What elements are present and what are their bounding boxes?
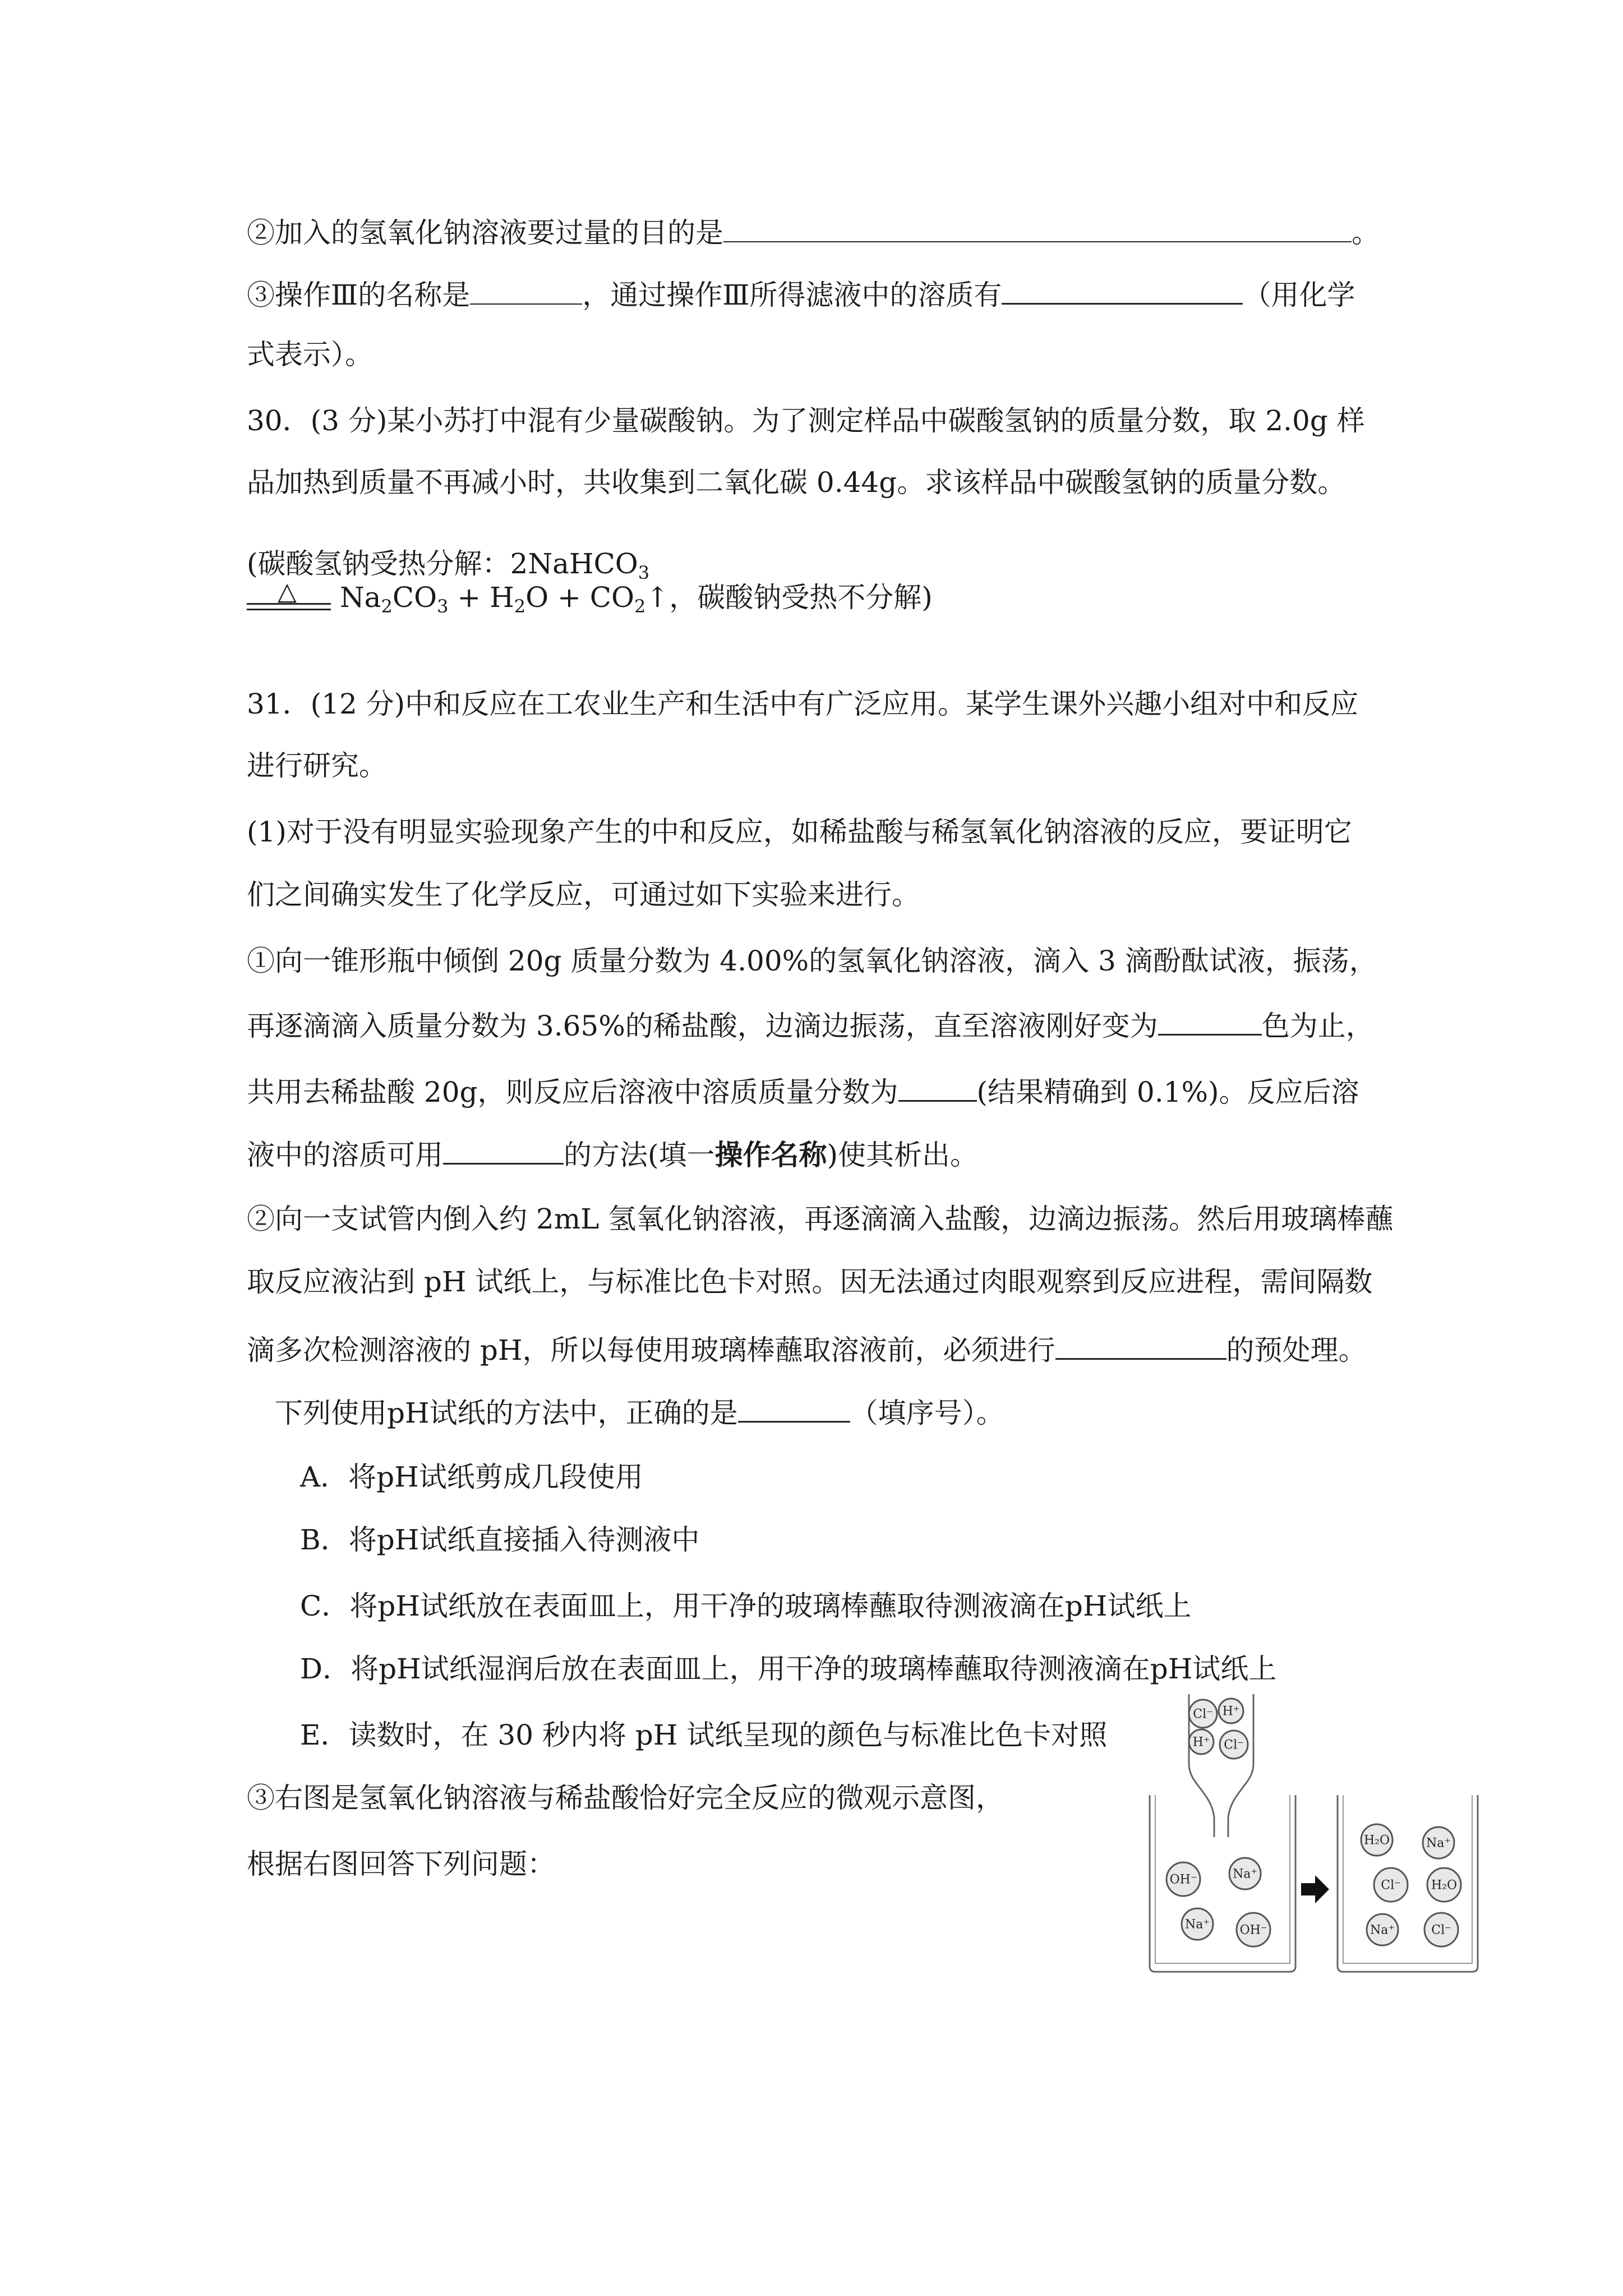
q31-step1-line1 (247, 944, 1377, 978)
q30-equation (247, 547, 933, 616)
line-q29-2 (247, 214, 1380, 250)
text: 品加热到质量不再减小时，共收集到二氧化碳 0.44g。求该样品中碳酸氢钠的质量分数。 (247, 466, 1346, 499)
ion-label: Cl⁻ (1224, 1738, 1244, 1752)
text: ②向一支试管内倒入约 2mL 氢氧化钠溶液，再逐滴滴入盐酸，边滴边振荡。然后用玻璃棒蘸 (247, 1203, 1394, 1235)
q31-step1-line2 (247, 1007, 1374, 1043)
ion-particle (1374, 1868, 1408, 1902)
text: 。 (1352, 217, 1380, 249)
ion-particle (1424, 1913, 1458, 1947)
q31-part1-line2 (247, 878, 920, 912)
heating-condition-icon (247, 577, 331, 616)
option-e (300, 1718, 1107, 1752)
text: 式表示）。 (247, 338, 373, 371)
text: 进行研究。 (247, 749, 387, 782)
answer-blank[interactable] (723, 214, 1352, 242)
ion-label: Cl⁻ (1381, 1878, 1401, 1893)
text: 的方法(填一 (564, 1139, 715, 1171)
answer-blank[interactable] (1002, 276, 1243, 305)
text: ③操作Ⅲ的名称是 (247, 279, 471, 311)
text: 们之间确实发生了化学反应，可通过如下实验来进行。 (247, 878, 920, 911)
text: + H (448, 581, 514, 614)
text: (碳酸氢钠受热分解：2NaHCO (247, 547, 638, 580)
ion-label: H₂O (1363, 1833, 1390, 1848)
text: 取反应液沾到 pH 试纸上，与标准比色卡对照。因无法通过肉眼观察到反应进程，需间隔数 (247, 1266, 1373, 1298)
text: C．将pH试纸放在表面皿上，用干净的玻璃棒蘸取待测液滴在pH试纸上 (300, 1590, 1192, 1622)
subscript: 2 (634, 596, 646, 617)
left-beaker (1150, 1795, 1295, 1972)
text: 再逐滴滴入质量分数为 3.65%的稀盐酸，边滴边振荡，直至溶液刚好变为 (247, 1010, 1158, 1042)
ion-label: OH⁻ (1169, 1872, 1197, 1887)
text: ↑，碳酸钠受热不分解) (645, 581, 933, 614)
neutralization-diagram (1144, 1688, 1481, 1991)
ion-label: Na⁺ (1185, 1917, 1210, 1932)
ion-particle (1237, 1913, 1270, 1947)
text: A．将pH试纸剪成几段使用 (300, 1461, 643, 1493)
ion-label: H⁺ (1222, 1704, 1240, 1719)
ion-particle (1361, 1824, 1393, 1856)
option-d (300, 1652, 1276, 1686)
text: O + CO (525, 581, 634, 614)
subscript: 2 (381, 596, 393, 617)
heat-triangle-icon: △ (278, 577, 297, 606)
q31-step3-line1 (247, 1781, 1004, 1815)
text: CO (392, 581, 437, 614)
q31-line1 (247, 687, 1358, 721)
ion-label: Cl⁻ (1193, 1707, 1213, 1722)
ion-particle (1220, 1731, 1248, 1759)
answer-blank[interactable] (1158, 1007, 1262, 1036)
text: 根据右图回答下列问题： (247, 1848, 555, 1880)
ion-label: H⁺ (1192, 1735, 1210, 1750)
q31-step1-line3 (247, 1073, 1359, 1109)
answer-blank[interactable] (898, 1073, 977, 1102)
q31-part1-line1 (247, 815, 1352, 849)
q30-line1 (247, 404, 1365, 438)
text: ②加入的氢氧化钠溶液要过量的目的是 (247, 217, 723, 249)
text: )使其析出。 (827, 1139, 979, 1171)
q31-step2-line3 (247, 1331, 1367, 1367)
text: （填序号）。 (850, 1397, 1004, 1429)
text: ③右图是氢氧化钠溶液与稀盐酸恰好完全反应的微观示意图， (247, 1782, 1004, 1814)
subscript: 2 (514, 596, 526, 617)
ion-particle (1219, 1699, 1243, 1723)
text: Na (331, 581, 381, 614)
equal-line-top (247, 603, 331, 605)
text: 滴多次检测溶液的 pH，所以每使用玻璃棒蘸取溶液前，必须进行 (247, 1334, 1055, 1366)
ion-label: Na⁺ (1233, 1867, 1257, 1881)
text: E．读数时，在 30 秒内将 pH 试纸呈现的颜色与标准比色卡对照 (300, 1719, 1108, 1751)
ion-label: Cl⁻ (1431, 1923, 1451, 1938)
q31-step2-line1 (247, 1202, 1393, 1236)
q30-line2 (247, 466, 1345, 499)
ion-label: H₂O (1431, 1878, 1458, 1893)
ion-label: OH⁻ (1239, 1923, 1267, 1938)
subscript: 3 (437, 596, 449, 617)
dropping-funnel (1189, 1694, 1253, 1837)
text: 的预处理。 (1226, 1334, 1367, 1366)
option-b (300, 1523, 699, 1557)
ion-particle (1182, 1908, 1213, 1940)
ion-particle (1427, 1868, 1461, 1902)
ion-particle (1189, 1729, 1214, 1754)
ion-particle (1367, 1914, 1398, 1945)
ion-particle (1423, 1827, 1454, 1858)
text: 31．(12 分)中和反应在工农业生产和生活中有广泛应用。某学生课外兴趣小组对中和反应 (247, 688, 1359, 720)
text: （用化学 (1243, 279, 1355, 311)
text: (1)对于没有明显实验现象产生的中和反应，如稀盐酸与稀氢氧化钠溶液的反应，要证明它 (247, 816, 1352, 848)
ion-particle (1229, 1858, 1261, 1889)
bold-text: 操作名称 (714, 1138, 827, 1171)
option-c (300, 1589, 1191, 1623)
ion-particle (1166, 1862, 1200, 1896)
option-a (300, 1460, 643, 1494)
q31-step1-line4 (247, 1136, 978, 1172)
q31-step2-line2 (247, 1265, 1372, 1299)
answer-blank[interactable] (470, 277, 582, 305)
reaction-arrow-icon (1301, 1875, 1329, 1903)
right-beaker (1338, 1795, 1478, 1972)
ion-label: Na⁺ (1370, 1923, 1395, 1938)
ion-particle (1189, 1700, 1217, 1728)
equal-line-bottom (247, 609, 331, 610)
text: 下列使用pH试纸的方法中，正确的是 (275, 1397, 738, 1429)
answer-blank[interactable] (738, 1394, 850, 1423)
text: B．将pH试纸直接插入待测液中 (300, 1524, 700, 1556)
line-q29-3 (247, 276, 1355, 312)
text: D．将pH试纸湿润后放在表面皿上，用干净的玻璃棒蘸取待测液滴在pH试纸上 (300, 1653, 1277, 1685)
text: ，通过操作Ⅲ所得滤液中的溶质有 (582, 279, 1002, 311)
answer-blank[interactable] (443, 1136, 564, 1165)
text: 30．(3 分)某小苏打中混有少量碳酸钠。为了测定样品中碳酸氢钠的质量分数，取 2.0g 样 (247, 404, 1365, 437)
text: 色为止， (1261, 1010, 1374, 1042)
text: 液中的溶质可用 (247, 1139, 443, 1171)
answer-blank[interactable] (1055, 1331, 1227, 1360)
q31-step3-line2 (247, 1847, 555, 1881)
text: (结果精确到 0.1%)。反应后溶 (976, 1076, 1359, 1108)
ion-label: Na⁺ (1426, 1836, 1451, 1851)
q31-ph-question (275, 1394, 1004, 1430)
text: ①向一锥形瓶中倾倒 20g 质量分数为 4.00%的氢氧化钠溶液，滴入 3 滴酚酞试液，振荡， (247, 945, 1377, 977)
text: 共用去稀盐酸 20g，则反应后溶液中溶质质量分数为 (247, 1076, 898, 1108)
subscript: 3 (638, 562, 650, 583)
q31-line2 (247, 749, 387, 783)
line-q29-3-cont (247, 338, 373, 371)
